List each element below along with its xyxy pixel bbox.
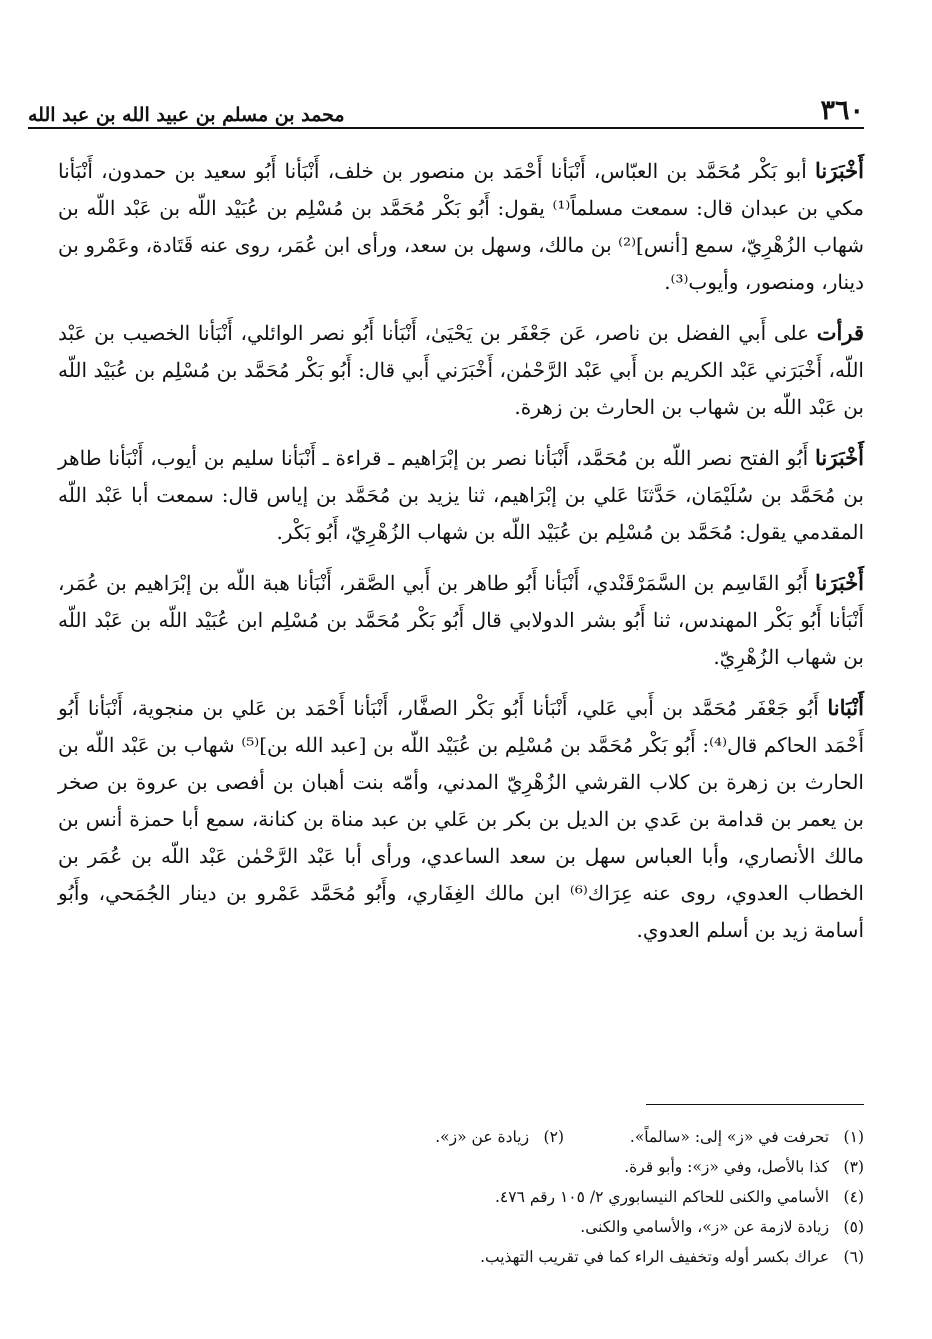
footnote-item bbox=[494, 1182, 864, 1212]
paragraph-lead-word: قرأت bbox=[816, 320, 865, 345]
footnote-row bbox=[58, 1152, 864, 1182]
footnote-item bbox=[435, 1122, 564, 1152]
page-number: ٣٦٠ bbox=[820, 95, 864, 126]
footnote-text: تحرفت في «ز» إلى: «سالماً». bbox=[629, 1128, 830, 1146]
footnote-text: عراك بكسر أوله وتخفيف الراء كما في تقريب التهذيب. bbox=[480, 1248, 830, 1266]
footnote-text: زيادة لازمة عن «ز»، والأسامي والكنى. bbox=[580, 1218, 830, 1236]
paragraph-4 bbox=[58, 564, 864, 676]
running-title: محمد بن مسلم بن عبيد الله بن عبد الله bbox=[28, 104, 345, 126]
paragraph-lead-word: أَخْبَرَنا bbox=[815, 158, 864, 183]
footnote-item bbox=[564, 1212, 864, 1242]
footnote-row bbox=[58, 1242, 864, 1272]
paragraph-text: أَبُو الفتح نصر اللّه بن مُحَمَّد، أَنْبَأنا نصر بن إبْرَاهيم ـ قراءة ـ أَنْبَأنا سليم بن أيوب، أَنْبَأنا طاهر بن مُحَمَّد بن سُلَيْمَان، حَدَّثنَا عَلي بن إبْرَاهيم، ثنا يزيد بن مُحَمَّد بن إياس قال: سمعت أبا عَبْد اللّه المقدمي يقول: مُحَمَّد بن مُسْلِم بن عُبَيْد اللّه بن شهاب الزُهْرِيّ، أَبُو بَكْر. bbox=[58, 446, 864, 544]
footnote-row bbox=[58, 1182, 864, 1212]
main-text bbox=[58, 152, 864, 962]
paragraph-3 bbox=[58, 439, 864, 551]
footnotes bbox=[58, 1122, 864, 1272]
paragraph-5 bbox=[58, 689, 864, 949]
footnote-number: (٦) bbox=[843, 1248, 864, 1266]
footnote-number: (٤) bbox=[843, 1188, 864, 1206]
header-divider bbox=[28, 127, 864, 129]
footnote-item bbox=[480, 1242, 864, 1272]
footnote-item bbox=[564, 1152, 864, 1182]
paragraph-lead-word: أَخْبَرَنا bbox=[815, 570, 865, 595]
paragraph-text: أبو بَكْر مُحَمَّد بن العبّاس، أَنْبَأنا أَحْمَد بن منصور بن خلف، أَنْبَأنا أَبُو سعيد بن حمدون، أَنْبَأنا مكي بن عبدان قال: سمعت مسلماً⁽¹⁾ يقول: أَبُو بَكْر مُحَمَّد بن مُسْلِم بن عُبَيْد اللّه بن عَبْد اللّه بن شهاب الزُهْرِيّ، سمع [أنس]⁽²⁾ بن مالك، وسهل بن سعد، ورأى ابن عُمَر، روى عنه قَتَادة، وعَمْرو بن دينار، ومنصور، وأيوب⁽³⁾. bbox=[58, 159, 864, 294]
paragraph-2 bbox=[58, 314, 864, 426]
footnote-text: الأسامي والكنى للحاكم النيسابوري ٢/ ١٠٥ رقم ٤٧٦. bbox=[494, 1188, 830, 1206]
footnote-item bbox=[564, 1122, 864, 1152]
paragraph-lead-word: أَخْبَرَنا bbox=[815, 445, 864, 470]
page-header bbox=[28, 86, 864, 126]
footnote-number: (٥) bbox=[843, 1218, 864, 1236]
footnote-divider bbox=[646, 1104, 864, 1105]
footnote-number: (٢) bbox=[543, 1128, 564, 1146]
footnote-text: كذا بالأصل، وفي «ز»: وأبو قرة. bbox=[624, 1158, 830, 1176]
paragraph-text: أَبُو القَاسِم بن السَّمَرْقَنْدي، أَنْبَأنا أَبُو طاهر بن أَبي الصَّقر، أَنْبَأنا هبة اللّه بن إبْرَاهيم بن عُمَر، أَنْبَأنا أَبُو بَكْر المهندس، ثنا أَبُو بشر الدولابي قال أَبُو بَكْر مُحَمَّد بن مُسْلِم ابن عُبَيْد اللّه بن عَبْد اللّه بن شهاب الزُهْرِيّ. bbox=[58, 571, 864, 669]
footnote-number: (١) bbox=[843, 1128, 864, 1146]
footnote-row bbox=[58, 1122, 864, 1152]
footnote-number: (٣) bbox=[843, 1158, 864, 1176]
paragraph-lead-word: أَنْبَانا bbox=[827, 695, 864, 720]
paragraph-text: أَبُو جَعْفَر مُحَمَّد بن أَبي عَلي، أَنْبَأنا أَبُو بَكْر الصفَّار، أَنْبَأنا أَحْمَد بن عَلي بن منجوية، أَنْبَأنا أَبُو أَحْمَد الحاكم قال⁽⁴⁾: أَبُو بَكْر مُحَمَّد بن مُسْلِم بن عُبَيْد اللّه بن [عبد الله بن]⁽⁵⁾ شهاب بن عَبْد اللّه بن الحارث بن زهرة بن كلاب القرشي الزُهْرِيّ المدني، وأمّه بنت أهبان بن أفصى بن عروة بن صخر بن يعمر بن قدامة بن عَدي بن الديل بن بكر بن عَلي بن عبد مناة بن كنانة، سمع أبا حمزة أنس بن مالك الأنصاري، وأبا العباس سهل بن سعد الساعدي، ورأى أبا عَبْد الرَّحْمٰن عَبْد اللّه بن عُمَر بن الخطاب العدوي، روى عنه عِرَاك⁽⁶⁾ ابن مالك الغِفَاري، وأَبُو مُحَمَّد عَمْرو بن دينار الجُمَحي، وأَبُو أسامة زيد بن أسلم العدوي. bbox=[58, 696, 865, 942]
paragraph-text: على أَبي الفضل بن ناصر، عَن جَعْفَر بن يَحْيَىٰ، أَنْبَأنا أَبُو نصر الوائلي، أَنْبَأنا الخصيب بن عَبْد اللّه، أَخْبَرَني عَبْد الكريم بن أَبي عَبْد الرَّحْمٰن، أَخْبَرَني أَبي قال: أَبُو بَكْر مُحَمَّد بن مُسْلِم بن عُبَيْد اللّه بن عَبْد اللّه بن شهاب بن الحارث بن زهرة. bbox=[58, 321, 864, 419]
footnote-row bbox=[58, 1212, 864, 1242]
paragraph-1 bbox=[58, 152, 864, 301]
footnote-text: زيادة عن «ز». bbox=[435, 1128, 530, 1146]
